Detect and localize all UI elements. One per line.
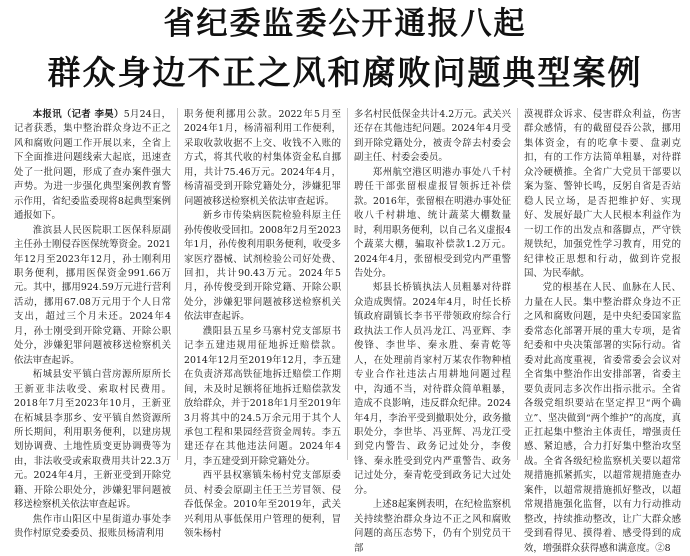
- article-paragraph: 柘城县安平镇白营房源所原所长王新亚非法收受、索取村民费用。2018年7月至2023年10月，王新亚在柘城县李那乡、安平镇自然资源所所长期间，利用职务便利，以建房规划协调费、土地性质变更协调费等为由，非法收受或索取费用共计22.3万元。2024年4月，王新亚受到开除党籍、开除公职处分，涉嫌犯罪问题被移送检察机关依法审查起诉。: [14, 369, 171, 511]
- article-paragraph: 上述8起案例表明，在纪检监察机关持续整治群众身边不正之风和腐败问题的高压态势下，仍有个别党员干部: [354, 499, 511, 554]
- article-paragraph: 党的根基在人民、血脉在人民、力量在人民。集中整治群众身边不正之风和腐败问题，是中央纪委国家监委常态化部署开展的重大专项，是省纪委和中央决策部署的实际行动。省委对此高度重视，省委常委会会议对全省集中整治作出安排部署，省委主要负责同志多次作出指示批示。全省各级党组织要站在坚定捍卫“两个确立”、坚决做到“两个维护”的高度，真正扛起集中整治主体责任，增强责任感、紧迫感，合力打好集中整治攻坚战。全省各级纪检监察机关要以超常规措施抓紧抓实，以超常规措施查办案件，以超常规措施抓好整改，以超常规措施强化监督，以有力行动推动整改，持续推动整改，让广大群众感受到看得见、摸得着、感受得到的成效，增强群众获得感和满意度。②8: [524, 282, 681, 554]
- article-column-3: [354, 108, 511, 554]
- article-paragraph: 焦作市山阳区中星街道办事处李贵作村原党委委员、报账员杨清利用: [14, 513, 171, 540]
- article-paragraph: 濮阳县五星乡马寨村党支部原书记李五建违规用征地拆迁赔偿款。2014年12月至2019年12月，李五建在负责济郑高铁征地拆迁赔偿工作期间，未及时足额将征地拆迁赔偿款发放给群众，并于2018年1月至2019年3月将其中的24.5万余元用于其个人承包工程和果园经营资金周转。李五建还存在其他违法问题。2024年4月，李五建受到开除党籍处分。: [184, 325, 341, 467]
- article-paragraph: 郏县长桥镇执法人员粗暴对待群众造成舆情。2024年4月，时任长桥镇政府副镇长李书平带领政府综合行政执法工作人员冯龙江、冯亚辉、李俊锋、李世毕、秦永胜、秦青乾等人，在处理前肖家村万某农作物种植专业合作社违法占用耕地问题过程中，沟通不当，对待群众简单粗暴，造成不良影响，违反群众纪律。2024年4月，李治平受到撤职处分，政务撤职处分，李世毕、冯亚辉、冯龙江受到党内警告、政务记过处分，李俊锋、秦永胜受到党内严重警告、政务记过处分，秦青乾受到政务记大过处分。: [354, 282, 511, 496]
- article-paragraph: 本报讯（记者 李昊）5月24日，记者获悉，集中整治群众身边不正之风和腐败问题工作开展以来，全省上下全面推进问题线索大起底，迅速查处了一批问题，形成了查办案件强大声势。为进一步强化典型案例教育警示作用，省纪委监委现将8起典型案例通报如下。: [14, 109, 172, 222]
- headline-line-2: 群众身边不正之风和腐败问题典型案例: [47, 53, 643, 92]
- article-paragraph: 淮滨县人民医院职工医保科原副主任孙士刚侵吞医保统筹资金。2021年12月至2023年12月，孙士刚利用职务便利，挪用医保资金991.66万元。其中，挪用924.59万元进行营利活动，挪用67.08万元用于个人日常支出，超过三个月未还。2024年4月，孙士刚受到开除党籍、开除公职处分，涉嫌犯罪问题被移送检察机关依法审查起诉。: [14, 224, 171, 366]
- article-paragraph: 职务便利挪用公款。2022年5月至2024年1月，杨清福利用工作便利，采取收款收据不上交、收钱不入账的方式，将其代收的村集体资金私自挪用，共计75.46万元。2024年4月，杨清福受到开除党籍处分，涉嫌犯罪问题被移送检察机关依法审查起诉。: [184, 109, 341, 207]
- article-column-1: [14, 108, 172, 540]
- byline: 本报讯（记者 李昊）: [32, 109, 124, 120]
- article-paragraph: 漠视群众诉求、侵害群众利益，伤害群众感情，有的截留侵吞公款，挪用集体资金，有的吃拿卡要、盘剥克扣，有的工作方法简单粗暴，对待群众冷硬横推。全省广大党员干部要以案为鉴、警钟长鸣，反躬自省是否站稳人民立场，是否把维护好、实现好、发展好最广大人民根本利益作为一切工作的出发点和落脚点，严守铁规铁纪，加强党性学习教育，用党的纪律校正思想和行动，做到许党报国、为民奉献。: [524, 109, 681, 279]
- end-mark: ②8: [655, 542, 671, 554]
- headline-line-1: 省纪委监委公开通报八起: [163, 6, 527, 42]
- article-paragraph: 多名村民低保金共计4.2万元。武关兴还存在其他违纪问题。2024年4月受到开除党籍处分，被责令辞去村委会副主任、村委会委员。: [354, 109, 511, 164]
- article-paragraph: 西平县权寨镇朱杨村党支部原委员、村委会原副主任王兰芳冒领、侵吞低保金。2010年至2019年，武关兴利用从事低保用户管理的便利，冒领朱杨村: [184, 470, 341, 540]
- article-column-4: [524, 108, 681, 554]
- article-paragraph: 郑州航空港区明港办事处八千村聘任干部张留根虚报冒领拆迁补偿款。2016年，张留根在明港办事处征收八千村耕地、统计蔬菜大棚数量时，利用职务便利，以自己名义虚报4个蔬菜大棚，骗取补偿款1.2万元。2024年4月，张留根受到党内严重警告处分。: [354, 166, 511, 279]
- article-column-2: [184, 108, 341, 540]
- article-body: [14, 108, 682, 554]
- article-paragraph: 新乡市传染病医院检验科原主任孙传俊收受回扣。2008年2月至2023年1月，孙传俊利用职务便利，收受多家医疗器械、试剂检验公司好处费、回扣，共计90.43万元。2024年5月，孙传俊受到开除党籍、开除公职处分，涉嫌犯罪问题被移送检察机关依法审查起诉。: [184, 210, 341, 323]
